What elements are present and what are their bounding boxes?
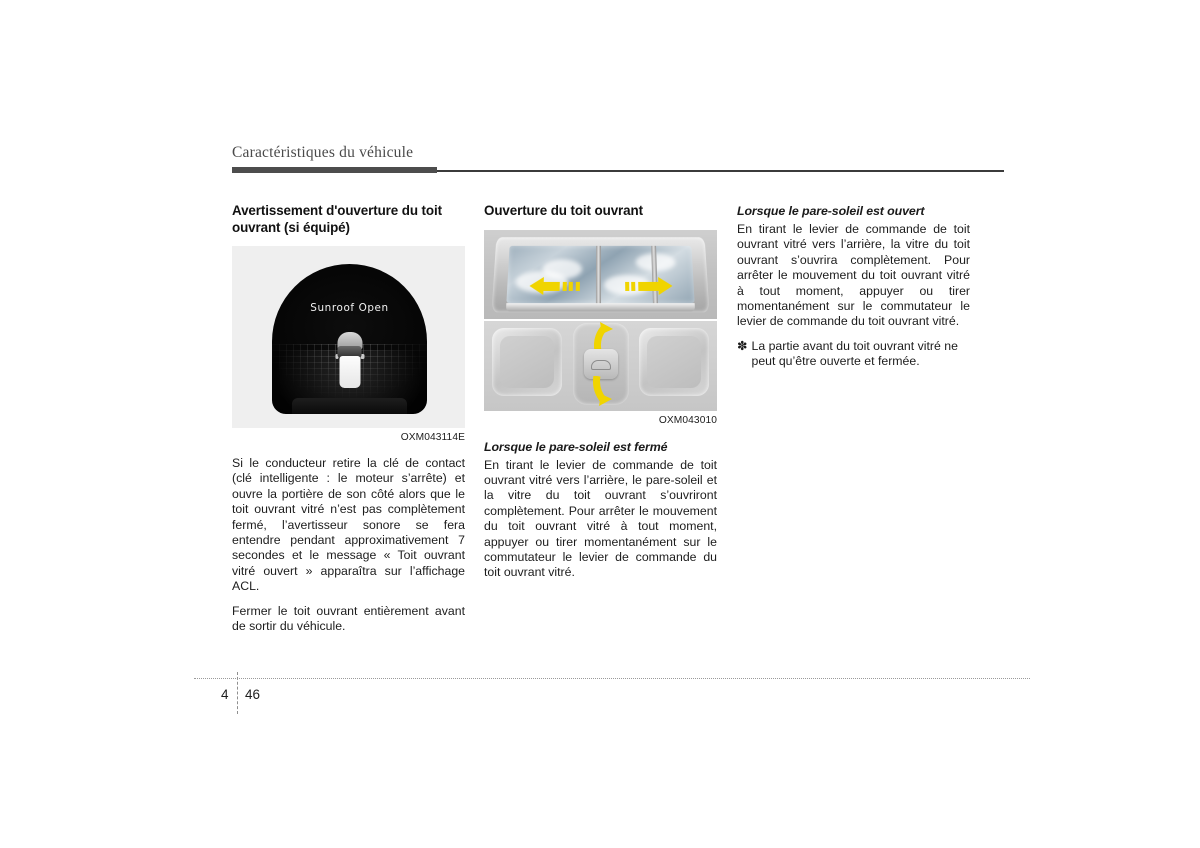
console-map-light-right <box>639 328 709 396</box>
subheading-sunshade-closed: Lorsque le pare-soleil est fermé <box>484 439 668 454</box>
section-heading-sunroof-opening: Ouverture du toit ouvrant <box>484 203 643 218</box>
figure-sunroof-console <box>484 230 717 411</box>
footer-page-number: 46 <box>245 687 261 702</box>
sunroof-glass-panel <box>506 245 694 302</box>
footer-separator <box>237 672 238 714</box>
car-top-view-icon <box>336 332 363 388</box>
col1-paragraph-2: Fermer le toit ouvrant entièrement avant de sortir du véhicule. <box>232 603 465 634</box>
footer-chapter-number: 4 <box>221 687 229 702</box>
page-title: Caractéristiques du véhicule <box>232 144 414 161</box>
cloud-shape <box>542 259 582 279</box>
curved-arrow-down-icon <box>588 376 614 406</box>
note-text: La partie avant du toit ouvrant vitré ne peut qu’être ouverte et fermée. <box>751 338 958 369</box>
column-two <box>484 203 717 581</box>
figure-cluster-display <box>232 246 465 428</box>
glass-divider <box>596 245 601 302</box>
subheading-sunshade-open: Lorsque le pare-soleil est ouvert <box>737 204 925 218</box>
sunroof-rail <box>506 303 695 311</box>
instrument-cluster-screen <box>272 264 427 414</box>
column-one <box>232 203 465 634</box>
col3-paragraph-1: En tirant le levier de commande de toit ouvrant vitré vers l’arrière, la vitre du toit ouvrant s’ouvrira complètement. Pour arrêter le mouvement du toit ouvrant vitré à tout moment, appuyer ou tirer momentanément sur le commutateur le levier de commande du toit ouvrant vitré. <box>737 222 970 329</box>
sunroof-interior-view <box>484 230 717 319</box>
sunroof-lever-well <box>573 323 629 405</box>
figure-caption-one: OXM043114E <box>400 432 465 443</box>
running-header <box>232 143 1004 179</box>
sunroof-frame <box>492 237 710 312</box>
footer-rule <box>194 678 1030 679</box>
column-three <box>737 203 970 370</box>
col1-paragraph-1: Si le conducteur retire la clé de contact (clé intelligente : le moteur s’arrête) et ouvre la portière de son côté alors que le toit ouvrant vitré n’est pas complètement fermé, l’avertisseur sonore se fera entendre pendant approximativement 7 secondes et le message « Toit ouvrant vitré ouvert » apparaîtra sur l’affichage ACL. <box>232 456 465 594</box>
sunroof-open-message: Sunroof Open <box>310 302 389 314</box>
sunroof-symbol-icon <box>591 360 611 370</box>
sunroof-control-lever[interactable] <box>584 349 618 379</box>
console-map-light-left <box>492 328 562 396</box>
arrow-right-icon <box>622 276 672 294</box>
car-body-icon <box>339 356 360 388</box>
note-block <box>737 339 970 370</box>
figure-caption-two: OXM043010 <box>658 414 717 426</box>
header-rule-thin <box>437 170 1004 172</box>
col2-paragraph-1: En tirant le levier de commande de toit ouvrant vitré vers l’arrière, le pare-soleil et la vitre du toit ouvrant s’ouvriront complètement. Pour arrêter le mouvement du toit ouvrant vitré à tout moment, appuyer ou tirer momentanément sur le commutateur le levier de commande du toit ouvrant vitré. <box>484 457 717 580</box>
arrow-left-icon <box>529 276 579 294</box>
overhead-console-view <box>484 321 717 411</box>
header-rule-thick <box>232 167 437 173</box>
section-heading-sunroof-warning: Avertissement d'ouverture du toit ouvrant (si équipé) <box>232 203 442 235</box>
asterisk-icon: ✽ <box>737 338 748 353</box>
cluster-floor-bar <box>292 398 407 414</box>
curved-arrow-up-icon <box>588 322 614 352</box>
